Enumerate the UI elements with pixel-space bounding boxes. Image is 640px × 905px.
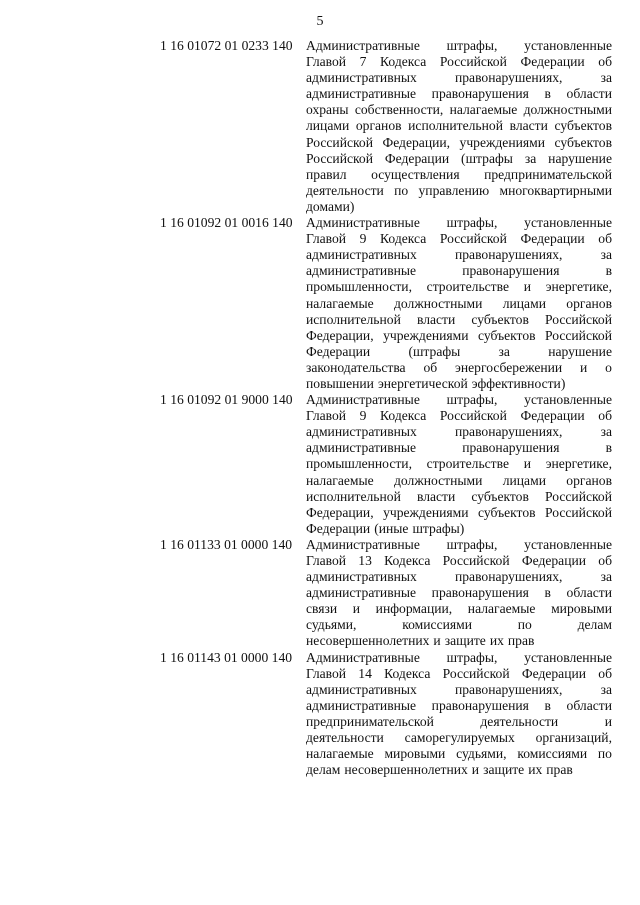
- description-line: Административные штрафы, установленные: [306, 536, 612, 552]
- description-line: Административные штрафы, установленные: [306, 38, 612, 53]
- code-description: [306, 650, 612, 779]
- description-line: лицами органов исполнительной власти субъектов: [306, 118, 612, 134]
- description-line: административные правонарушения в области: [306, 697, 612, 713]
- budget-classification-code: 1 16 01092 01 0016 140: [160, 215, 293, 231]
- description-line: административные правонарушения в: [306, 440, 612, 456]
- description-line: деятельности по управлению многоквартирными: [306, 182, 612, 198]
- code-description: [306, 38, 612, 215]
- description-line: Федерации, учреждениями субъектов Российской: [306, 327, 612, 343]
- description-line: Федерации (иные штрафы): [306, 520, 465, 536]
- description-line: Главой 14 Кодекса Российской Федерации об: [306, 665, 612, 681]
- description-line: судьями, комиссиями по делам: [306, 617, 612, 633]
- description-line: налагаемые мировыми судьями, комиссиями по: [306, 746, 612, 762]
- description-line: административные правонарушения в: [306, 263, 612, 279]
- description-line: Административные штрафы, установленные: [306, 649, 612, 665]
- description-line: административных правонарушениях, за: [306, 681, 612, 697]
- description-line: Федерации (штрафы за нарушение: [306, 343, 612, 359]
- budget-classification-code: 1 16 01133 01 0000 140: [160, 536, 293, 552]
- code-entry: [160, 537, 612, 650]
- description-line: охраны собственности, налагаемые должностными: [306, 102, 612, 118]
- description-line: связи и информации, налагаемые мировыми: [306, 601, 612, 617]
- code-entry: [160, 650, 612, 779]
- description-line: делам несовершеннолетних и защите их прав: [306, 762, 573, 778]
- description-line: Административные штрафы, установленные: [306, 215, 612, 231]
- description-line: промышленности, строительстве и энергетике,: [306, 456, 612, 472]
- budget-classification-code: 1 16 01092 01 9000 140: [160, 392, 293, 408]
- code-description: [306, 537, 612, 650]
- description-line: налагаемые должностными лицами органов: [306, 295, 612, 311]
- description-line: административных правонарушениях, за: [306, 247, 612, 263]
- description-line: Российской Федерации (штрафы за нарушение: [306, 150, 612, 166]
- page-number: 5: [316, 14, 324, 29]
- description-line: Российской Федерации, учреждениями субъектов: [306, 134, 612, 150]
- description-line: налагаемые должностными лицами органов: [306, 472, 612, 488]
- description-line: Главой 13 Кодекса Российской Федерации об: [306, 553, 612, 568]
- description-line: Главой 9 Кодекса Российской Федерации об: [306, 408, 612, 424]
- description-line: правил осуществления предпринимательской: [306, 166, 612, 182]
- description-line: Административные штрафы, установленные: [306, 392, 612, 408]
- code-entry: [160, 215, 612, 392]
- description-line: предпринимательской деятельности и: [306, 713, 612, 729]
- description-line: несовершеннолетних и защите их прав: [306, 633, 535, 649]
- classification-code-list: [160, 38, 612, 778]
- description-line: Федерации, учреждениями субъектов Российской: [306, 504, 612, 520]
- description-line: законодательства об энергосбережении и о: [306, 359, 612, 375]
- description-line: домами): [306, 198, 355, 214]
- budget-classification-code: 1 16 01143 01 0000 140: [160, 649, 293, 665]
- code-entry: [160, 392, 612, 537]
- description-line: деятельности саморегулируемых организаций,: [306, 730, 612, 746]
- budget-classification-code: 1 16 01072 01 0233 140: [160, 38, 293, 53]
- code-description: [306, 215, 612, 392]
- description-line: повышении энергетической эффективности): [306, 375, 566, 391]
- code-entry: [160, 38, 612, 215]
- description-line: административных правонарушениях, за: [306, 70, 612, 86]
- description-line: Главой 7 Кодекса Российской Федерации об: [306, 54, 612, 70]
- code-description: [306, 392, 612, 537]
- description-line: административные правонарушения в области: [306, 86, 612, 102]
- description-line: административных правонарушениях, за: [306, 569, 612, 585]
- description-line: административных правонарушениях, за: [306, 424, 612, 440]
- description-line: исполнительной власти субъектов Российской: [306, 311, 612, 327]
- description-line: исполнительной власти субъектов Российской: [306, 488, 612, 504]
- description-line: административные правонарушения в области: [306, 585, 612, 601]
- description-line: промышленности, строительстве и энергетике,: [306, 279, 612, 295]
- description-line: Главой 9 Кодекса Российской Федерации об: [306, 231, 612, 247]
